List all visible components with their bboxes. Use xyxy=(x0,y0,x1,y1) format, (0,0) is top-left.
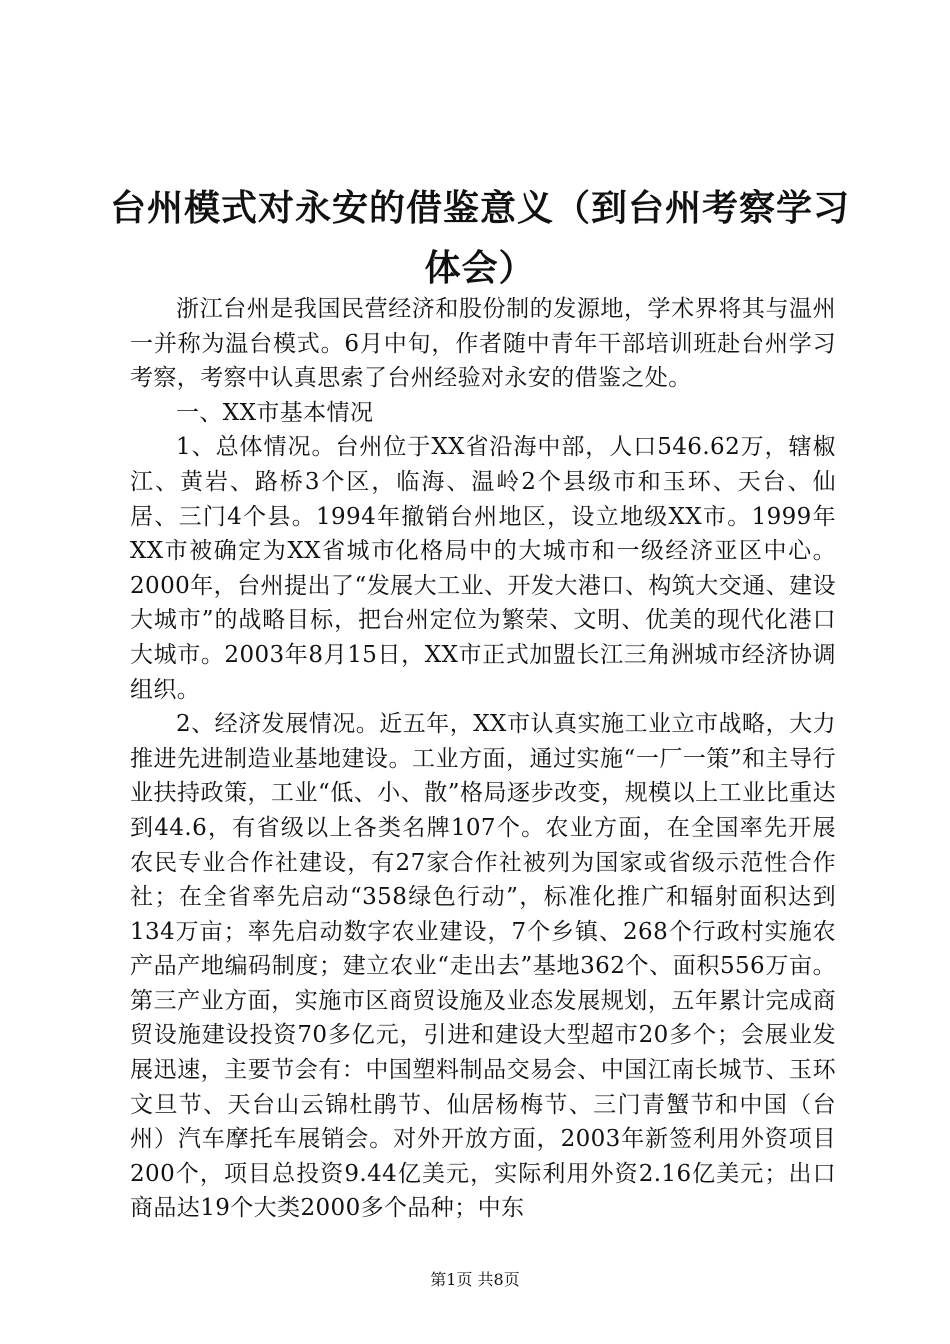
paragraph-overview: 1、总体情况。台州位于XX省沿海中部，人口546.62万，辖椒江、黄岩、路桥3个区，临海、温岭2个县级市和玉环、天台、仙居、三门4个县。1994年撤销台州地区，设立地级XX市。1999年XX市被确定为XX省城市化格局中的大城市和一级经济亚区中心。2000年，台州提出了“发展大工业、开发大港口、构筑大交通、建设大城市”的战略目标，把台州定位为繁荣、文明、优美的现代化港口大城市。2003年8月15日，XX市正式加盟长江三角洲城市经济协调组织。 xyxy=(130,434,836,703)
section-heading: 一、XX市基本情况 xyxy=(176,399,374,426)
paragraph-economy: 2、经济发展情况。近五年，XX市认真实施工业立市战略，大力推进先进制造业基地建设。工业方面，通过实施“一厂一策”和主导行业扶持政策，工业“低、小、散”格局逐步改变，规模以上工业比重达到44.6，有省级以上各类名牌107个。农业方面，在全国率先开展农民专业合作社建设，有27家合作社被列为国家或省级示范性合作社；在全省率先启动“358绿色行动”，标准化推广和辐射面积达到134万亩；率先启动数字农业建设，7个乡镇、268个行政村实施农产品产地编码制度；建立农业“走出去”基地362个、面积556万亩。第三产业方面，实施市区商贸设施及业态发展规划，五年累计完成商贸设施建设投资70多亿元，引进和建设大型超市20多个；会展业发展迅速，主要节会有：中国塑料制品交易会、中国江南长城节、玉环文旦节、天台山云锦杜鹃节、仙居杨梅节、三门青蟹节和中国（台州）汽车摩托车展销会。对外开放方面，2003年新签利用外资项目200个，项目总投资9.44亿美元，实际利用外资2.16亿美元；出口商品达19个大类2000多个品种；中东 xyxy=(130,711,836,1222)
document-body xyxy=(130,292,836,1226)
paragraph-intro: 浙江台州是我国民营经济和股份制的发源地，学术界将其与温州一并称为温台模式。6月中旬，作者随中青年干部培训班赴台州学习考察，考察中认真思索了台州经验对永安的借鉴之处。 xyxy=(130,296,836,392)
document-title: 台州模式对永安的借鉴意义（到台州考察学习体会） xyxy=(110,187,851,289)
page-number: 第1页 共8页 xyxy=(430,1270,520,1289)
